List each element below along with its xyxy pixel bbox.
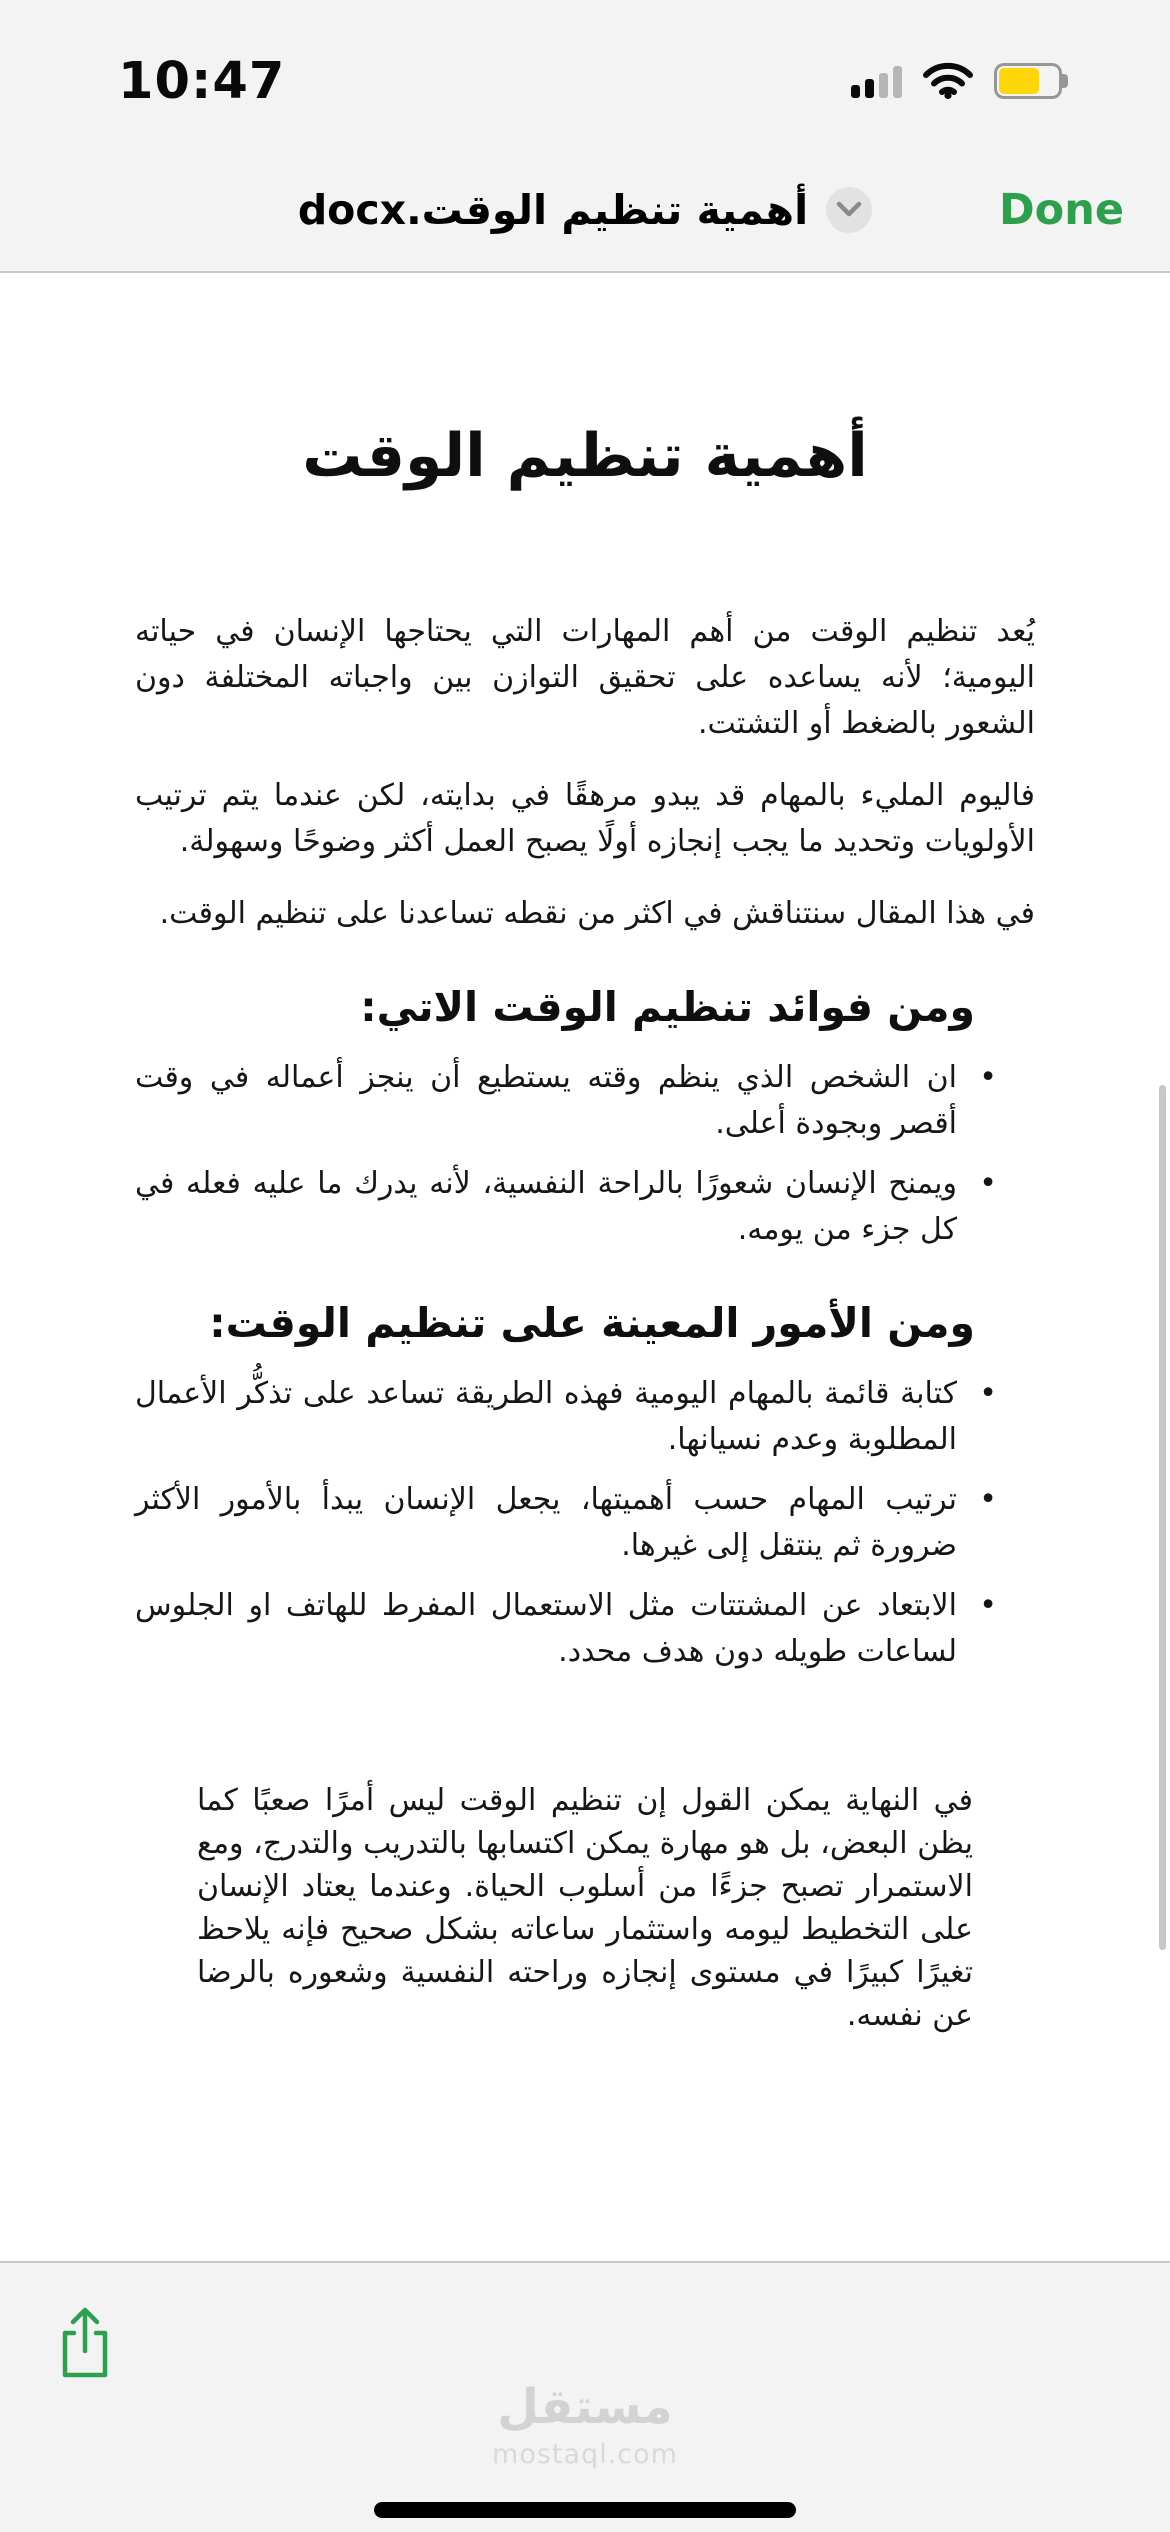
section-heading-benefits: ومن فوائد تنظيم الوقت الاتي:	[360, 983, 975, 1031]
benefits-list	[135, 1055, 1035, 1253]
tips-list	[135, 1371, 1035, 1675]
document-title: أهمية تنظيم الوقت	[302, 421, 868, 491]
nav-bar	[0, 148, 1170, 271]
status-time: 10:47	[118, 51, 286, 111]
cellular-signal-icon	[851, 65, 902, 98]
watermark	[0, 2379, 1170, 2470]
battery-fill	[999, 68, 1039, 94]
list-item: • ويمنح الإنسان شعورًا بالراحة النفسية، لأنه يدرك ما عليه فعله في كل جزء من يومه.	[135, 1161, 999, 1253]
status-icons	[851, 62, 1070, 100]
bottom-toolbar	[0, 2261, 1170, 2532]
watermark-brand: مستقل	[497, 2379, 673, 2435]
list-item: • ان الشخص الذي ينظم وقته يستطيع أن ينجز أعماله في وقت أقصر وبجودة أعلى.	[135, 1055, 999, 1147]
header	[0, 0, 1170, 273]
scrollbar[interactable]	[1159, 1085, 1166, 1950]
intro-paragraph: فاليوم المليء بالمهام قد يبدو مرهقًا في بدايته، لكن عندما يتم ترتيب الأولويات وتحديد ما يجب إنجازه أولًا يصبح العمل أكثر وضوحًا وسهولة.	[135, 778, 1035, 859]
home-indicator[interactable]	[374, 2502, 796, 2518]
closing-paragraph: في النهاية يمكن القول إن تنظيم الوقت ليس أمرًا صعبًا كما يظن البعض، بل هو مهارة يمكن اكتسابها بالتدريب والتدرج، ومع الاستمرار تصبح جزءًا من أسلوب الحياة. وعندما يعتاد الإنسان على التخطيط ليومه واستثمار ساعاته بشكل صحيح فإنه يلاحظ تغيرًا كبيرًا في مستوى إنجازه وراحته النفسية وشعوره بالرضا عن نفسه.	[197, 1783, 973, 2033]
file-title-group[interactable]	[0, 186, 1170, 234]
section-heading-tips: ومن الأمور المعينة على تنظيم الوقت:	[209, 1299, 975, 1347]
watermark-domain: mostaql.com	[492, 2439, 678, 2470]
share-icon	[56, 2305, 114, 2381]
battery-icon	[994, 63, 1070, 99]
file-title[interactable]: أهمية تنظيم الوقت.docx	[297, 185, 809, 234]
wifi-icon	[922, 62, 974, 100]
list-item: • الابتعاد عن المشتتات مثل الاستعمال المفرط للهاتف او الجلوس لساعات طويله دون هدف محدد.	[135, 1583, 999, 1675]
done-button[interactable]: Done	[998, 184, 1124, 235]
list-item: • ترتيب المهام حسب أهميتها، يجعل الإنسان يبدأ بالأمور الأكثر ضرورة ثم ينتقل إلى غيرها.	[135, 1477, 999, 1569]
share-button[interactable]	[56, 2305, 114, 2381]
chevron-down-icon[interactable]	[826, 187, 872, 233]
status-bar	[0, 0, 1170, 148]
document-page	[0, 273, 1170, 2261]
intro-paragraph: يُعد تنظيم الوقت من أهم المهارات التي يحتاجها الإنسان في حياته اليومية؛ لأنه يساعده على تحقيق التوازن بين واجباته المختلفة دون الشعور بالضغط أو التشتت.	[135, 614, 1035, 741]
intro-paragraph: في هذا المقال سنتناقش في اكثر من نقطه تساعدنا على تنظيم الوقت.	[159, 896, 1035, 931]
list-item: • كتابة قائمة بالمهام اليومية فهذه الطريقة تساعد على تذكُّر الأعمال المطلوبة وعدم نسيانها.	[135, 1371, 999, 1463]
